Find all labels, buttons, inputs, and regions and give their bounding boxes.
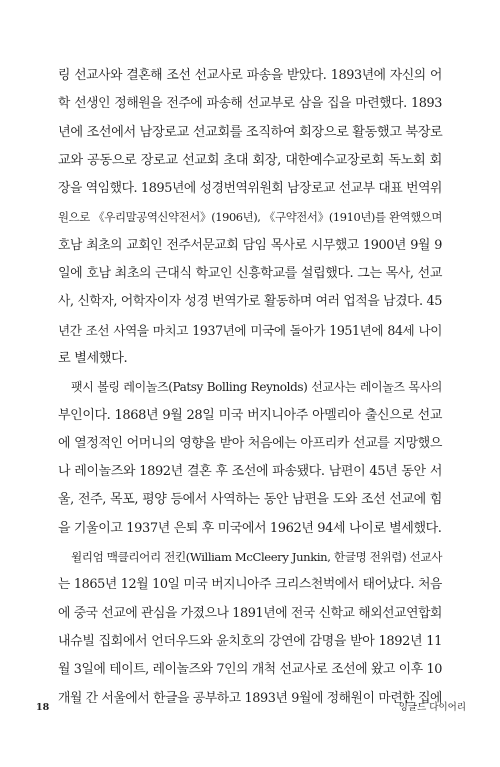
- text-line: 로 별세했다.: [58, 350, 128, 366]
- text-line: 을 기울이고 1937년 은퇴 후 미국에서 1962년 94세 나이로 별세했다.: [58, 520, 442, 536]
- text-line: 호남 최초의 교회인 전주서문교회 담임 목사로 시무했고 1900년 9월 9: [58, 237, 442, 253]
- text-line: 부인이다. 1868년 9월 28일 미국 버지니아주 아멜리아 출신으로 선교: [58, 407, 442, 423]
- text-line: 에 중국 선교에 관심을 가졌으나 1891년에 전국 신학교 해외선교연합회: [58, 605, 442, 621]
- text-line: 일에 호남 최초의 근대식 학교인 신흥학교를 설립했다. 그는 목사, 선교: [58, 266, 442, 282]
- paragraph-william-junkin: [58, 543, 442, 713]
- text-line: 원으로 《우리말공역신약전서》(1906년), 《구약전서》(1910년)를 완역했으며: [58, 210, 442, 225]
- text-line: 장을 역임했다. 1895년에 성경번역위원회 남장로교 선교부 대표 번역위: [58, 181, 442, 197]
- body-text: [58, 62, 442, 713]
- text-line: 팻시 볼링 레이놀즈(Patsy Bolling Reynolds) 선교사는 레이놀즈 목사의: [71, 380, 442, 395]
- text-line: 사, 신학자, 어학자이자 성경 번역가로 활동하며 여러 업적을 남겼다. 45: [58, 294, 442, 310]
- running-title: 잉글드 다이어리: [398, 702, 466, 713]
- text-line: 에 열정적인 어머니의 영향을 받아 처음에는 아프리카 선교를 지망했으: [58, 435, 442, 451]
- text-line: 교와 공동으로 장로교 선교회 초대 회장, 대한예수교장로회 독노회 회: [58, 152, 442, 168]
- paragraph-reynolds-continued: [58, 62, 442, 373]
- text-line: 나 레이놀즈와 1892년 결혼 후 조선에 파송됐다. 남편이 45년 동안 서: [58, 464, 442, 480]
- text-line: 월 3일에 테이트, 레이놀즈와 7인의 개척 선교사로 조선에 왔고 이후 10: [58, 662, 442, 678]
- text-line: 윌리엄 맥클리어리 전킨(William McCleery Junkin, 한글명 전위렴) 선교사: [71, 550, 442, 565]
- text-line: 년간 조선 사역을 마치고 1937년에 미국에 돌아가 1951년에 84세 나이: [58, 322, 442, 338]
- text-line: 개월 간 서울에서 한글을 공부하고 1893년 9월에 정해원이 마련한 집에: [58, 690, 442, 706]
- paragraph-patsy-bolling-reynolds: [58, 373, 442, 543]
- text-line: 년에 조선에서 남장로교 선교회를 조직하여 회장으로 활동했고 북장로: [58, 124, 443, 140]
- text-line: 내슈빌 집회에서 언더우드와 윤치호의 강연에 감명을 받아 1892년 11: [58, 633, 442, 649]
- text-line: 링 선교사와 결혼해 조선 선교사로 파송을 받았다. 1893년에 자신의 어: [58, 68, 442, 83]
- text-line: 는 1865년 12월 10일 미국 버지니아주 크리스천벅에서 태어났다. 처음: [58, 577, 442, 593]
- text-line: 학 선생인 정해원을 전주에 파송해 선교부로 삼을 집을 마련했다. 1893: [58, 96, 442, 112]
- page-number: 18: [36, 702, 50, 713]
- text-line: 울, 전주, 목포, 평양 등에서 사역하는 동안 남편을 도와 조선 선교에 힘: [58, 492, 442, 508]
